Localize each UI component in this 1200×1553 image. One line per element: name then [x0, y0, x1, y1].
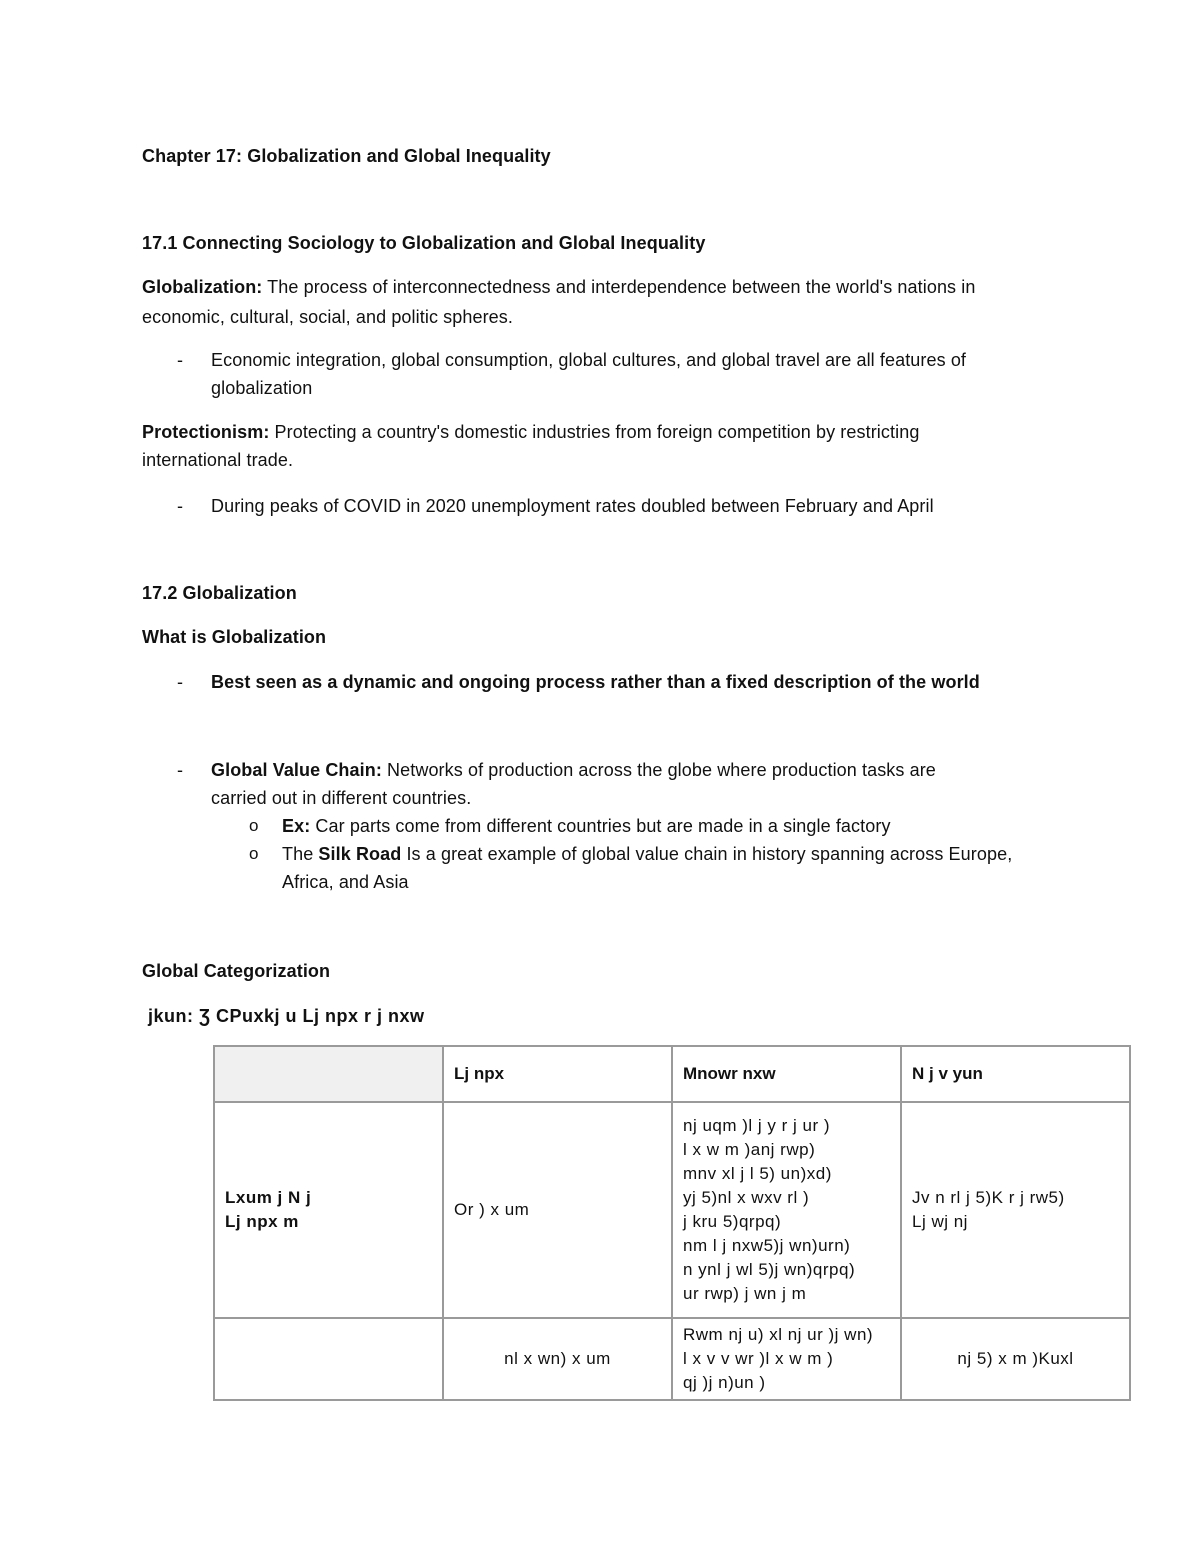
subheading-what-is-globalization: What is Globalization	[142, 627, 327, 647]
table-cell	[214, 1318, 443, 1400]
gvc-def-line1: Networks of production across the globe where production tasks are	[381, 760, 936, 780]
circle-bullet: o	[249, 816, 259, 835]
silk-road-text-line1: Is a great example of global value chain in history spanning across Europe,	[401, 844, 1013, 864]
silk-road-text-line2: Africa, and Asia	[282, 872, 409, 892]
table-header-row	[214, 1046, 1130, 1102]
protectionism-def-line2: international trade.	[142, 450, 294, 470]
table-header-cell: Lj npx	[443, 1046, 672, 1102]
dash-bullet: -	[177, 672, 183, 692]
dash-bullet: -	[177, 350, 183, 370]
table-cell: Jv n rl j 5)K r j rw5) Lj wj nj	[901, 1102, 1130, 1318]
circle-bullet: o	[249, 844, 259, 863]
sub-bullet-silk-road	[282, 840, 1012, 868]
gvc-def-line2: carried out in different countries.	[211, 788, 472, 808]
sub-bullet-car-parts	[282, 812, 891, 840]
gvc-term: Global Value Chain:	[211, 760, 382, 780]
globalization-def-line1: The process of interconnectedness and interdependence between the world's nations in	[262, 277, 976, 297]
bullet-dynamic-process: Best seen as a dynamic and ongoing process rather than a fixed description of the world	[211, 672, 980, 692]
table-header-cell: N j v yun	[901, 1046, 1130, 1102]
dash-bullet: -	[177, 496, 183, 516]
table-cell: nj uqm )l j y r j ur ) l x w m )anj rwp) mnv xl j l 5) un)xd) yj 5)nl x wxv rl ) j kru 5)qrpq) nm l j nxw5)j wn)urn) n ynl j wl 5)j wn)qrpq) ur rwp) j wn j m	[672, 1102, 901, 1318]
protectionism-definition	[142, 418, 919, 446]
silk-road-term: Silk Road	[318, 844, 402, 864]
global-categorization-heading: Global Categorization	[142, 961, 331, 981]
protectionism-def-line1: Protecting a country's domestic industries from foreign competition by restricting	[269, 422, 920, 442]
section-heading-17-1: 17.1 Connecting Sociology to Globalization and Global Inequality	[142, 233, 706, 253]
table-cell: Lxum j N j Lj npx m	[214, 1102, 443, 1318]
categorization-table	[213, 1045, 1131, 1401]
dash-bullet: -	[177, 760, 183, 780]
car-parts-text: Car parts come from different countries but are made in a single factory	[310, 816, 891, 836]
table-row	[214, 1318, 1130, 1400]
section-heading-17-2: 17.2 Globalization	[142, 583, 297, 603]
globalization-definition	[142, 273, 975, 301]
chapter-title: Chapter 17: Globalization and Global Inequality	[142, 146, 551, 166]
globalization-term: Globalization:	[142, 277, 263, 297]
ex-term: Ex:	[282, 816, 311, 836]
globalization-def-line2: economic, cultural, social, and politic spheres.	[142, 307, 513, 327]
bullet-covid: During peaks of COVID in 2020 unemployment rates doubled between February and April	[211, 496, 934, 516]
table-header-cell	[214, 1046, 443, 1102]
table-row	[214, 1102, 1130, 1318]
bullet-global-value-chain	[211, 756, 936, 784]
table-cell: nj 5) x m )Kuxl	[901, 1318, 1130, 1400]
table-caption: jkun: Ʒ CPuxkj u Lj npx r j nxw	[148, 1006, 425, 1026]
table-cell: Rwm nj u) xl nj ur )j wn) l x v v wr )l x w m ) qj )j n)un )	[672, 1318, 901, 1400]
table-header-cell: Mnowr nxw	[672, 1046, 901, 1102]
table-cell: nl x wn) x um	[443, 1318, 672, 1400]
bullet-features-line1: Economic integration, global consumption, global cultures, and global travel are all features of	[211, 350, 967, 370]
bullet-features-line2: globalization	[211, 378, 313, 398]
table-cell: Or ) x um	[443, 1102, 672, 1318]
protectionism-term: Protectionism:	[142, 422, 270, 442]
silk-road-pre: The	[282, 844, 319, 864]
